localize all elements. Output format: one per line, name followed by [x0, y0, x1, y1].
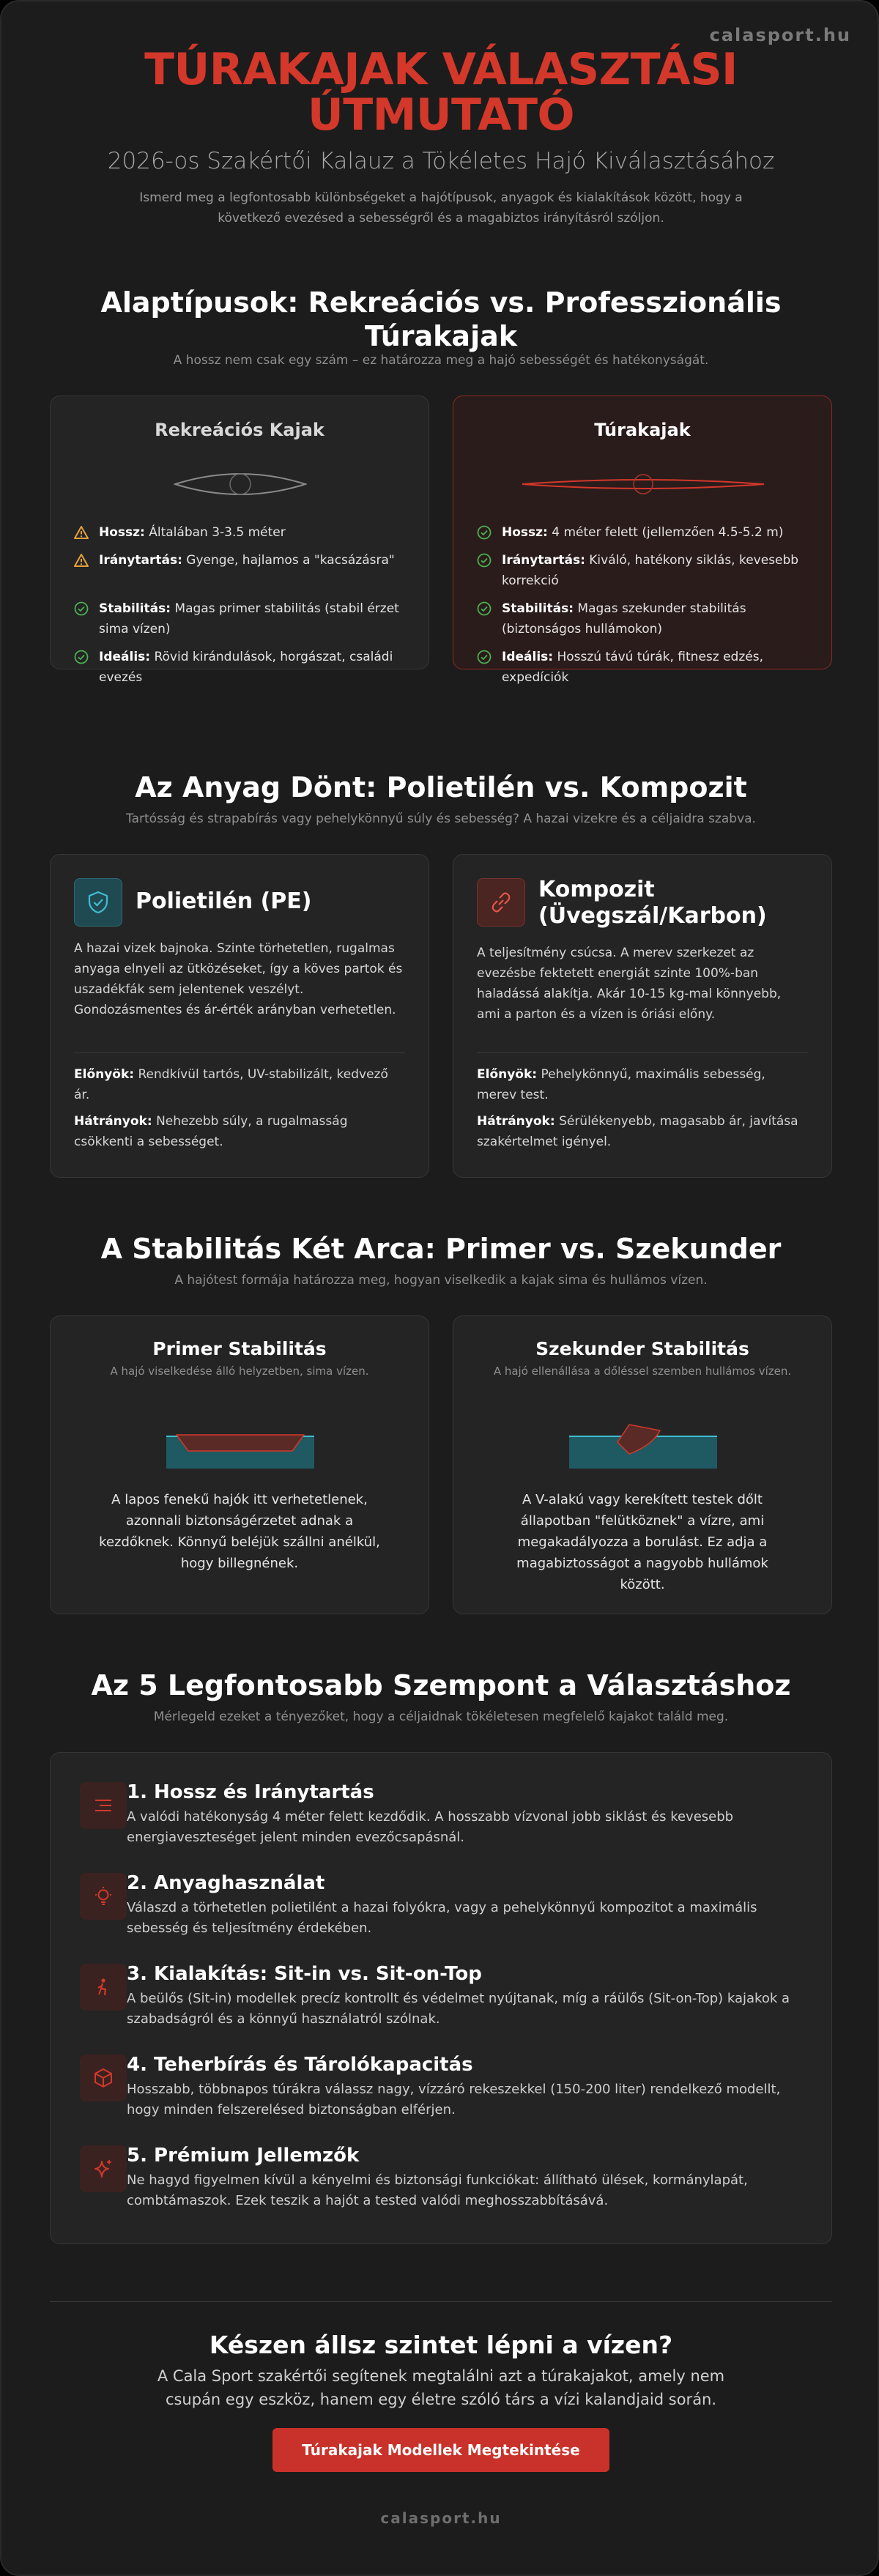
touring-heading: Túrakajak [594, 420, 691, 440]
pe-pros-label: Előnyök: [74, 1067, 135, 1082]
tour-item-label: Stabilitás: [502, 601, 574, 616]
primary-body: A lapos fenekű hajók itt verhetetlenek, azonnali biztonságérzetet adnak a kezdőknek. Könnyű beléjük szállni anélkül, hogy billegnének. [99, 1492, 380, 1571]
rec-item [74, 598, 409, 639]
long-kayak-icon [521, 472, 765, 496]
criteria-item-title: 2. Anyaghasználat [127, 1872, 325, 1894]
primary-sub: A hajó viselkedése álló helyzetben, sima vízen. [110, 1365, 369, 1378]
pe-title: Polietilén (PE) [136, 888, 312, 914]
sparkle-icon [80, 2145, 127, 2192]
check-circle-icon [477, 522, 502, 546]
rec-item [74, 550, 409, 574]
tour-item [477, 550, 812, 591]
tour-item-text: Kiváló, hatékony siklás, kevesebb korrekció [502, 553, 799, 588]
pe-cons [74, 1111, 405, 1152]
rec-item-label: Hossz: [99, 525, 145, 540]
criteria-item-title: 1. Hossz és Iránytartás [127, 1781, 374, 1803]
material-title: Az Anyag Dönt: Polietilén vs. Kompozit [135, 771, 747, 803]
check-circle-icon [74, 598, 99, 639]
pe-body: A hazai vizek bajnoka. Szinte törhetetlen, rugalmas anyaga elnyeli az ütközéseket, így a köves partok és uszadékfák sem jelentenek veszélyt. Gondozásmentes és ár-érték arányban verhetetlen. [74, 941, 403, 1017]
short-kayak-icon [174, 468, 307, 500]
criteria-item [127, 1781, 802, 1848]
tour-item [477, 522, 812, 546]
stability-title: A Stabilitás Két Arca: Primer vs. Szekunder [100, 1233, 782, 1265]
criteria-item-text: A beülős (Sit-in) modellek precíz kontrollt és védelmet nyújtanak, míg a ráülős (Sit-on-Top) kajakok a szabadságról és a könnyű használatról szólnak. [127, 1991, 790, 2027]
criteria-item-text: Hosszabb, többnapos túrákra válassz nagy, vízzáró rekeszekkel (150-200 liter) rendelkező modellt, hogy minden felszerelésed biztonságban elférjen. [127, 2082, 781, 2117]
composite-pros-label: Előnyök: [477, 1067, 538, 1082]
brand-logo-bottom[interactable]: calasport.hu [380, 2509, 502, 2527]
stability-subtitle: A hajótest formája határozza meg, hogyan viselkedik a kajak sima és hullámos vízen. [174, 1273, 708, 1288]
material-subtitle: Tartósság és strapabírás vagy pehelykönnyű súly és sebesség? A hazai vizekre és a céljaidra szabva. [126, 812, 756, 826]
brand-logo-top[interactable]: calasport.hu [709, 25, 851, 45]
criteria-item-text: Válaszd a törhetetlen polietilént a hazai folyókra, vagy a pehelykönnyű kompozitot a maximális sebesség és teljesítmény érdekében. [127, 1900, 757, 1936]
tour-item-label: Iránytartás: [502, 553, 585, 568]
box-icon [80, 2055, 127, 2101]
rec-item-label: Iránytartás: [99, 553, 182, 568]
warning-icon [74, 522, 99, 546]
criteria-title: Az 5 Legfontosabb Szempont a Választáshoz [91, 1669, 791, 1701]
pe-cons-label: Hátrányok: [74, 1114, 152, 1129]
tour-item-label: Ideális: [502, 650, 554, 664]
secondary-sub: A hajó ellenállása a dőléssel szemben hullámos vízen. [493, 1365, 792, 1378]
rec-item-text: Általában 3-3.5 méter [149, 525, 286, 540]
hero-subtitle: 2026-os Szakértői Kalauz a Tökéletes Hajó Kiválasztásához [107, 148, 775, 174]
hero-description: Ismerd meg a legfontosabb különbségeket a hajótípusok, anyagok és kialakítások között, hogy a következő evezésed a sebességről és a magabiztos irányításról szóljon. [139, 190, 743, 226]
tour-item [477, 647, 812, 688]
secondary-heading: Szekunder Stabilitás [535, 1338, 749, 1359]
warning-icon [74, 550, 99, 574]
lightbulb-icon [80, 1873, 127, 1920]
recreational-heading: Rekreációs Kajak [155, 420, 324, 440]
composite-title: Kompozit (Üvegszál/Karbon) [538, 877, 767, 929]
link-icon [477, 878, 525, 927]
tour-item [477, 598, 812, 639]
secondary-body: A V-alakú vagy kerekített testek dőlt állapotban "felütköznek" a vízre, ami megakadályozza a borulást. Ez adja a magabiztosságot a nagyobb hullámok között. [516, 1492, 768, 1592]
criteria-subtitle: Mérlegeld ezeket a tényezőket, hogy a céljaidnak tökéletesen megfelelő kajakot találd meg. [153, 1710, 729, 1724]
recreational-card [50, 396, 429, 685]
cta-title: Készen állsz szintet lépni a vízen? [209, 2331, 673, 2359]
divider [50, 2301, 832, 2302]
composite-cons-label: Hátrányok: [477, 1114, 555, 1129]
view-models-button[interactable]: Túrakajak Modellek Megtekintése [272, 2428, 609, 2472]
shield-icon [74, 878, 122, 927]
composite-cons-text: Sérülékenyebb, magasabb ár, javítása szakértelmet igényel. [477, 1114, 798, 1149]
hero-title: TÚRAKAJAK VÁLASZTÁSI ÚTMUTATÓ [144, 44, 738, 141]
composite-pros-text: Pehelykönnyű, maximális sebesség, merev test. [477, 1067, 765, 1102]
tour-item-text: 4 méter felett (jellemzően 4.5-5.2 m) [552, 525, 784, 540]
person-seat-icon [80, 1964, 127, 2011]
check-circle-icon [477, 598, 502, 639]
secondary-stability-card [453, 1315, 832, 1614]
criteria-item [127, 2144, 802, 2211]
composite-card [453, 854, 832, 1178]
check-circle-icon [477, 647, 502, 688]
rec-item-label: Ideális: [99, 650, 151, 664]
flat-hull-diagram [166, 1433, 314, 1469]
primary-stability-card [50, 1315, 429, 1614]
criteria-item-title: 3. Kialakítás: Sit-in vs. Sit-on-Top [127, 1963, 482, 1985]
ruler-lines-icon [80, 1782, 127, 1829]
pe-pros-text: Rendkívül tartós, UV-stabilizált, kedvező ár. [74, 1067, 388, 1102]
tour-item-text: Hosszú távú túrák, fitnesz edzés, expedíciók [502, 650, 763, 685]
types-subtitle: A hossz nem csak egy szám – ez határozza meg a hajó sebességét és hatékonyságát. [173, 353, 709, 368]
rec-item-text: Magas primer stabilitás (stabil érzet sima vízen) [99, 601, 399, 636]
primary-heading: Primer Stabilitás [152, 1338, 327, 1359]
composite-pros [477, 1064, 808, 1105]
criteria-item [127, 1871, 802, 1939]
criteria-item [127, 1962, 802, 2030]
pe-cons-text: Nehezebb súly, a rugalmasság csökkenti a sebességet. [74, 1114, 348, 1149]
pe-card [50, 854, 429, 1178]
rec-item-text: Gyenge, hajlamos a "kacsázásra" [186, 553, 395, 568]
criteria-item-title: 4. Teherbírás és Tárolókapacitás [127, 2054, 473, 2076]
rec-item [74, 522, 409, 546]
check-circle-icon [477, 550, 502, 591]
rec-item-text: Rövid kirándulások, horgászat, családi evezés [99, 650, 393, 685]
types-title: Alaptípusok: Rekreációs vs. Professzionális Túrakajak [100, 286, 782, 352]
criteria-list [50, 1752, 832, 2244]
rec-item [74, 647, 409, 688]
criteria-item-text: Ne hagyd figyelmen kívül a kényelmi és biztonsági funkciókat: állítható ülések, kormánylapát, combtámaszok. Ezek teszik a hajót a tested valódi meghosszabbításává. [127, 2172, 748, 2208]
criteria-item-text: A valódi hatékonyság 4 méter felett kezdődik. A hosszabb vízvonal jobb siklást és kevesebb energiaveszteséget jelent minden evezőcsapásnál. [127, 1809, 734, 1845]
v-hull-diagram [569, 1423, 717, 1469]
tour-item-label: Hossz: [502, 525, 548, 540]
composite-cons [477, 1111, 808, 1152]
rec-item-label: Stabilitás: [99, 601, 171, 616]
criteria-item [127, 2053, 802, 2120]
criteria-item-title: 5. Prémium Jellemzők [127, 2145, 360, 2167]
touring-card [453, 396, 832, 685]
check-circle-icon [74, 647, 99, 688]
pe-pros [74, 1064, 405, 1105]
cta-description: A Cala Sport szakértői segítenek megtalálni azt a túrakajakot, amely nem csupán egy eszköz, hanem egy életre szóló társ a vízi kalandjaid során. [157, 2367, 725, 2408]
tour-item-text: Magas szekunder stabilitás (biztonságos hullámokon) [502, 601, 746, 636]
composite-body: A teljesítmény csúcsa. A merev szerkezet az evezésbe fektetett energiát szinte 100%-ban haladássá alakítja. Akár 10-15 kg-mal könnyebb, ami a parton és a vízen is óriási előny. [477, 946, 782, 1022]
